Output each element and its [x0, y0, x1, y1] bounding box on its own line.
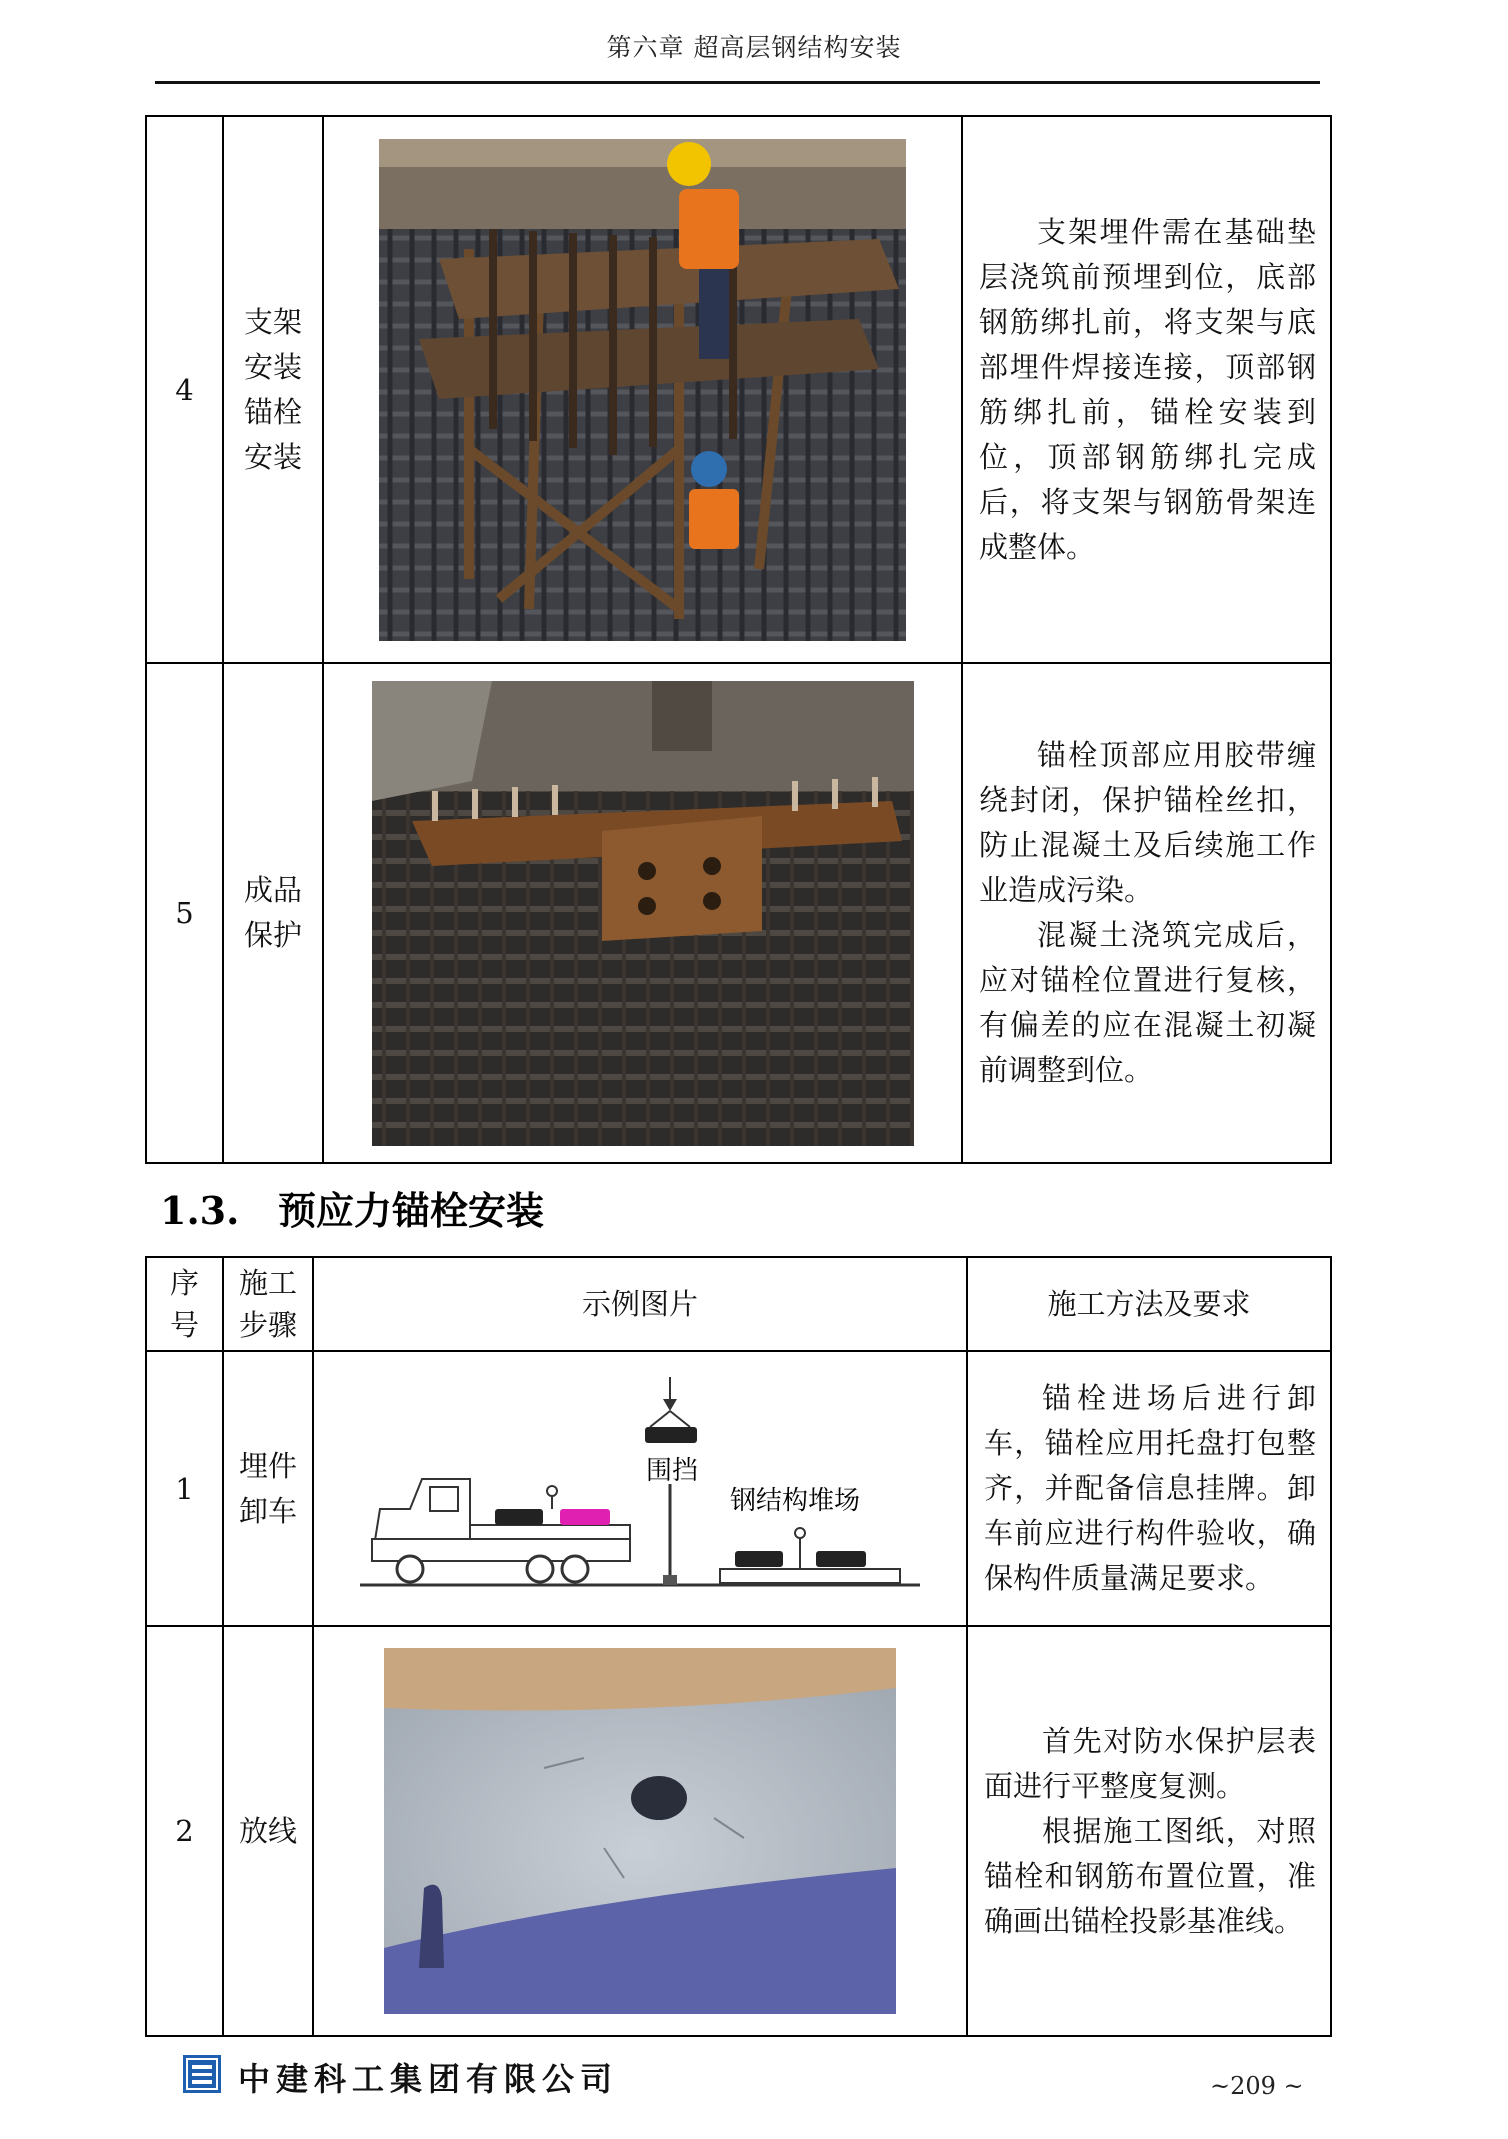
method-text: 根据施工图纸，对照锚栓和钢筋布置位置，准确画出锚栓投影基准线。	[984, 1813, 1316, 1938]
section-number: 1.3.	[160, 1188, 240, 1233]
method-text: 锚栓进场后进行卸车，锚栓应用托盘打包整齐，并配备信息挂牌。卸车前应进行构件验收，确保构件质量满足要求。	[984, 1381, 1316, 1595]
header-rule	[155, 81, 1320, 84]
step-name	[223, 1626, 313, 2036]
step-name-text: 埋件 卸车	[238, 1448, 297, 1528]
unloading-diagram	[350, 1369, 930, 1609]
example-photo-cell	[323, 116, 962, 663]
method-cell	[962, 663, 1331, 1163]
example-photo-cell	[313, 1626, 967, 2036]
construction-steps-table-top	[145, 115, 1332, 1164]
fence-label: 围挡	[645, 1455, 699, 1486]
layout-marking-photo	[384, 1648, 896, 2014]
header-step-text: 施工 步骤	[238, 1266, 297, 1342]
step-number: 4	[146, 116, 223, 663]
table-row	[146, 663, 1331, 1163]
table-row	[146, 1351, 1331, 1626]
step-name-text: 成品 保护	[243, 873, 302, 952]
footer-company-name: 中建科工集团有限公司	[238, 2060, 619, 2098]
header-num-text: 序 号	[169, 1266, 199, 1342]
table-row	[146, 116, 1331, 663]
section-heading	[160, 1180, 544, 1235]
step-name-text: 放线	[238, 1813, 297, 1848]
step-name-text: 支架 安装 锚栓 安装	[243, 304, 302, 474]
step-number: 2	[146, 1626, 223, 2036]
method-text: 混凝土浇筑完成后，应对锚栓位置进行复核，有偏差的应在混凝土初凝前调整到位。	[979, 918, 1316, 1087]
page-header-title: 第六章 超高层钢结构安装	[606, 33, 902, 62]
method-cell	[962, 116, 1331, 663]
step-name	[223, 663, 323, 1163]
yard-label: 钢结构堆场	[729, 1485, 861, 1516]
table-header-row	[146, 1257, 1331, 1351]
header-step	[223, 1257, 313, 1351]
header-num	[146, 1257, 223, 1351]
step-name	[223, 1351, 313, 1626]
example-photo-cell	[323, 663, 962, 1163]
step-number: 1	[146, 1351, 223, 1626]
header-method: 施工方法及要求	[967, 1257, 1331, 1351]
section-title-text: 预应力锚栓安装	[278, 1188, 545, 1233]
unloading-diagram-cell	[313, 1351, 967, 1626]
method-cell	[967, 1626, 1331, 2036]
table-row	[146, 1626, 1331, 2036]
finished-protection-photo	[372, 681, 914, 1146]
construction-steps-table-bottom	[145, 1256, 1332, 2037]
step-number: 5	[146, 663, 223, 1163]
page-number: ~209 ~	[1210, 2072, 1304, 2100]
method-cell	[967, 1351, 1331, 1626]
anchor-bracket-photo	[379, 139, 906, 641]
step-name	[223, 116, 323, 663]
method-text: 支架埋件需在基础垫层浇筑前预埋到位，底部钢筋绑扎前，将支架与底部埋件焊接连接，顶部钢筋绑扎前，锚栓安装到位，顶部钢筋绑扎完成后，将支架与钢筋骨架连成整体。	[979, 214, 1316, 564]
header-image: 示例图片	[313, 1257, 967, 1351]
company-logo-icon	[183, 2055, 221, 2093]
method-text: 锚栓顶部应用胶带缠绕封闭，保护锚栓丝扣，防止混凝土及后续施工作业造成污染。	[979, 738, 1316, 907]
method-text: 首先对防水保护层表面进行平整度复测。	[984, 1723, 1316, 1803]
